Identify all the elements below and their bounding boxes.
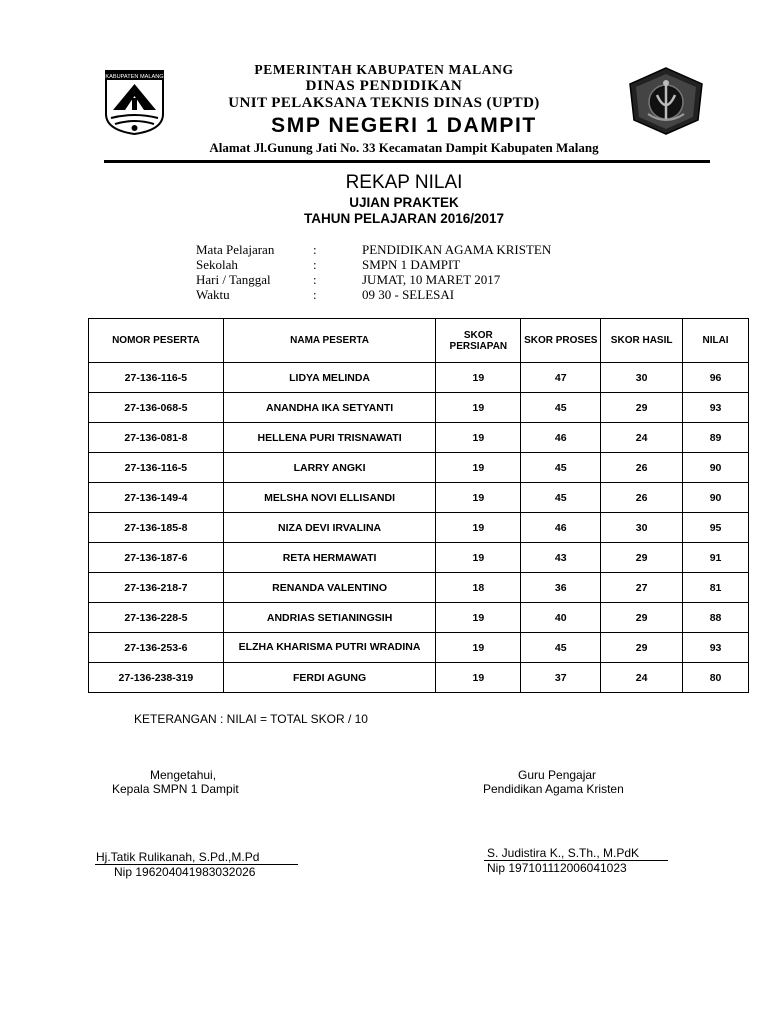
letterhead-unit: UNIT PELAKSANA TEKNIS DINAS (UPTD) [228,95,540,111]
table-row [89,483,749,513]
cell-number: 27-136-068-5 [89,393,224,423]
letterhead [0,0,768,170]
cell-number: 27-136-218-7 [89,573,224,603]
info-label: Sekolah [196,257,238,272]
info-label: Mata Pelajaran [196,242,275,257]
cell-name: ANDRIAS SETIANINGSIH [223,603,436,633]
cell-name: HELLENA PURI TRISNAWATI [223,423,436,453]
cell-preparation: 19 [436,543,521,573]
cell-name: RENANDA VALENTINO [223,573,436,603]
letterhead-divider [104,160,710,163]
cell-process: 43 [521,543,601,573]
cell-name: ELZHA KHARISMA PUTRI WRADINA [223,633,436,663]
cell-grade: 88 [683,603,749,633]
cell-preparation: 19 [436,603,521,633]
table-row [89,663,749,693]
column-header-name: NAMA PESERTA [223,319,436,363]
cell-number: 27-136-228-5 [89,603,224,633]
info-value: PENDIDIKAN AGAMA KRISTEN [362,242,552,257]
cell-preparation: 19 [436,513,521,543]
signature-right-name: S. Judistira K., S.Th., M.PdK [487,846,640,860]
cell-number: 27-136-116-5 [89,363,224,393]
table-row [89,513,749,543]
score-note: KETERANGAN : NILAI = TOTAL SKOR / 10 [134,712,368,726]
exam-info-date [196,272,616,287]
cell-result: 24 [601,663,683,693]
document-title: REKAP NILAI [345,172,463,193]
logo-caption: KABUPATEN MALANG [105,74,164,80]
letterhead-school-name: SMP NEGERI 1 DAMPIT [271,114,537,137]
cell-result: 26 [601,483,683,513]
cell-name: LARRY ANGKI [223,453,436,483]
info-label: Hari / Tanggal [196,272,271,287]
table-row [89,363,749,393]
cell-number: 27-136-185-8 [89,513,224,543]
cell-name: NIZA DEVI IRVALINA [223,513,436,543]
cell-number: 27-136-116-5 [89,453,224,483]
signature-right-caption: Guru Pengajar [518,768,597,782]
cell-preparation: 19 [436,483,521,513]
signature-right-nip: Nip 197101112006041023 [487,861,627,875]
cell-number: 27-136-253-6 [89,633,224,663]
cell-number: 27-136-238-319 [89,663,224,693]
table-header-row [89,319,749,363]
signature-left-caption: Mengetahui, [150,768,217,782]
info-colon: : [313,272,317,287]
signature-left-name: Hj.Tatik Rulikanah, S.Pd.,M.Pd [96,850,260,864]
cell-grade: 93 [683,393,749,423]
column-header-grade: NILAI [683,319,749,363]
cell-process: 47 [521,363,601,393]
signature-left-nip: Nip 196204041983032026 [114,865,256,879]
cell-number: 27-136-081-8 [89,423,224,453]
cell-result: 30 [601,363,683,393]
table-row [89,393,749,423]
cell-name: ANANDHA IKA SETYANTI [223,393,436,423]
cell-process: 36 [521,573,601,603]
cell-process: 37 [521,663,601,693]
cell-process: 40 [521,603,601,633]
cell-preparation: 19 [436,453,521,483]
cell-name: FERDI AGUNG [223,663,436,693]
column-header-number: NOMOR PESERTA [89,319,224,363]
cell-preparation: 19 [436,423,521,453]
cell-grade: 80 [683,663,749,693]
cell-grade: 90 [683,453,749,483]
table-row [89,633,749,663]
info-value: 09 30 - SELESAI [362,287,455,302]
exam-info-school [196,257,616,272]
cell-grade: 89 [683,423,749,453]
column-header-process: SKOR PROSES [521,319,601,363]
cell-preparation: 19 [436,633,521,663]
cell-process: 46 [521,513,601,543]
signature-left-position: Kepala SMPN 1 Dampit [112,782,239,796]
cell-result: 29 [601,603,683,633]
info-colon: : [313,242,317,257]
cell-result: 29 [601,393,683,423]
table-row [89,423,749,453]
cell-result: 29 [601,543,683,573]
cell-process: 46 [521,423,601,453]
cell-name: LIDYA MELINDA [223,363,436,393]
column-header-preparation: SKOR PERSIAPAN [436,319,521,363]
score-table [88,318,749,693]
cell-process: 45 [521,633,601,663]
signature-right-position: Pendidikan Agama Kristen [483,782,624,796]
exam-info-subject [196,242,616,257]
letterhead-government: PEMERINTAH KABUPATEN MALANG [254,62,514,77]
cell-process: 45 [521,393,601,423]
cell-process: 45 [521,453,601,483]
cell-result: 30 [601,513,683,543]
exam-info [196,242,616,302]
cell-preparation: 18 [436,573,521,603]
info-label: Waktu [196,287,230,302]
cell-result: 24 [601,423,683,453]
cell-name: MELSHA NOVI ELLISANDI [223,483,436,513]
info-colon: : [313,257,317,272]
exam-info-time [196,287,616,302]
letterhead-address: Alamat Jl.Gunung Jati No. 33 Kecamatan Dampit Kabupaten Malang [209,140,599,155]
cell-grade: 81 [683,573,749,603]
cell-grade: 95 [683,513,749,543]
table-row [89,453,749,483]
cell-number: 27-136-149-4 [89,483,224,513]
cell-preparation: 19 [436,663,521,693]
cell-grade: 90 [683,483,749,513]
cell-result: 27 [601,573,683,603]
info-value: JUMAT, 10 MARET 2017 [362,272,501,287]
cell-result: 26 [601,453,683,483]
letterhead-department: DINAS PENDIDIKAN [305,78,463,94]
info-colon: : [313,287,317,302]
cell-grade: 93 [683,633,749,663]
column-header-result: SKOR HASIL [601,319,683,363]
table-row [89,543,749,573]
cell-preparation: 19 [436,363,521,393]
cell-preparation: 19 [436,393,521,423]
table-row [89,573,749,603]
cell-grade: 91 [683,543,749,573]
table-row [89,603,749,633]
info-value: SMPN 1 DAMPIT [362,257,461,272]
cell-number: 27-136-187-6 [89,543,224,573]
cell-grade: 96 [683,363,749,393]
cell-process: 45 [521,483,601,513]
document-year: TAHUN PELAJARAN 2016/2017 [303,211,505,226]
cell-name: RETA HERMAWATI [223,543,436,573]
document-subtitle: UJIAN PRAKTEK [349,195,459,210]
cell-result: 29 [601,633,683,663]
